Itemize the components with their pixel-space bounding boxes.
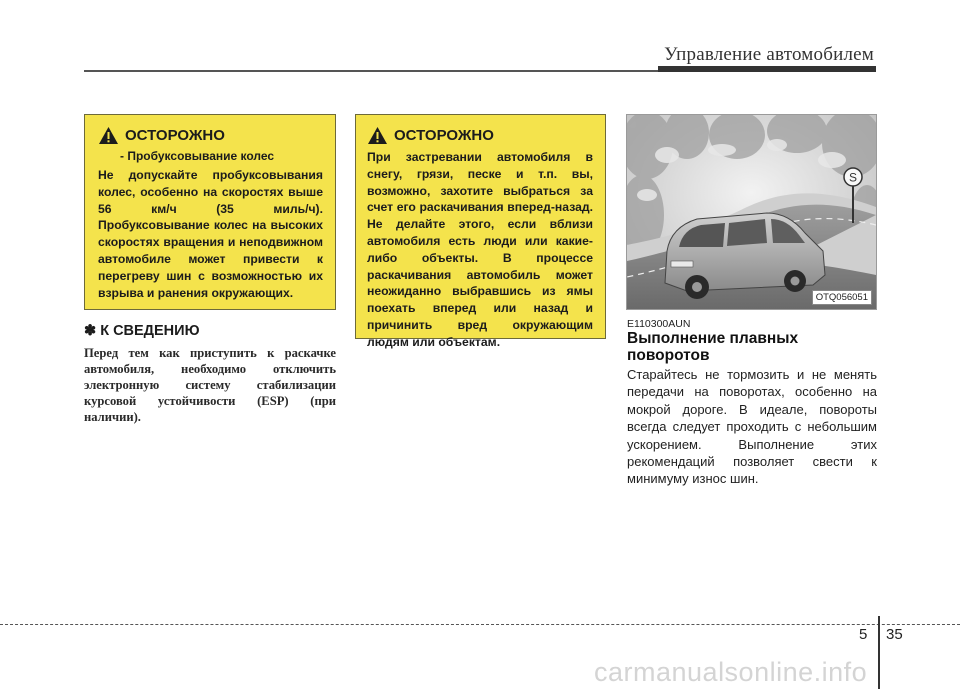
footer-divider: [878, 616, 880, 689]
note-heading-label: К СВЕДЕНИЮ: [100, 323, 200, 339]
caution-subtitle: - Пробуксовывание колес: [120, 149, 275, 163]
cornering-illustration: [626, 114, 877, 310]
asterisk-icon: ✽: [84, 323, 97, 339]
caution-text: При застревании автомобиля в снегу, грязи, песке и т.п. вы, возможно, захотите выбраться за счет его раскачивания вперед-назад. Не делайте этого, если вблизи автомобиля есть люди или какие-либо объекты. В процессе раскачивания автомобиль может неожиданно выбравшись из ямы поехать вперед или назад и причинить вред окружающим людям или объектам.: [367, 150, 593, 349]
page-header-title: Управление автомобилем: [664, 44, 874, 65]
header-rule-accent: [658, 66, 876, 72]
note-text: Перед тем как приступить к раскачке автомобиля, необходимо отключить электронную систему стабилизации курсовой устойчивости (ESP) (при наличии).: [84, 346, 336, 424]
minivan-on-curve-image: [627, 115, 876, 309]
road-sign-letter: S: [848, 170, 858, 185]
caution-box-rocking: [355, 114, 606, 349]
caution-heading: [367, 125, 593, 145]
section-text: Старайтесь не тормозить и не менять передачи на поворотах, особенно на мокрой дороге. В идеале, повороты всегда следует проходить с небольшим ускорением. Выполнение этих рекомендаций позволяет свести к минимуму износ шин.: [627, 367, 877, 487]
caution-box-wheel-spin: [84, 114, 336, 310]
caution-title: ОСТОРОЖНО: [125, 126, 225, 144]
warning-triangle-icon: [367, 126, 388, 145]
illustration-code: OTQ056051: [812, 290, 872, 305]
warning-triangle-icon: [98, 126, 119, 145]
caution-title: ОСТОРОЖНО: [394, 126, 494, 144]
caution-text: Не допускайте пробуксовывания колес, особенно на скоростях выше 56 км/ч (35 миль/ч). Пробуксовывание колес на высоких скоростях вращения и неподвижном автомобиле может привести к перегреву шин с возможностью их взрыва и ранения окружающих.: [98, 168, 323, 300]
watermark: carmanualsonline.info: [594, 657, 868, 687]
section-code: E110300AUN: [627, 318, 691, 330]
caution-heading: [98, 125, 323, 145]
section-heading: Выполнение плавных поворотов: [627, 330, 799, 364]
footer-rule: [0, 624, 960, 625]
note-heading: [84, 323, 200, 339]
chapter-number: 5: [859, 626, 868, 643]
page-number: 35: [886, 626, 903, 643]
